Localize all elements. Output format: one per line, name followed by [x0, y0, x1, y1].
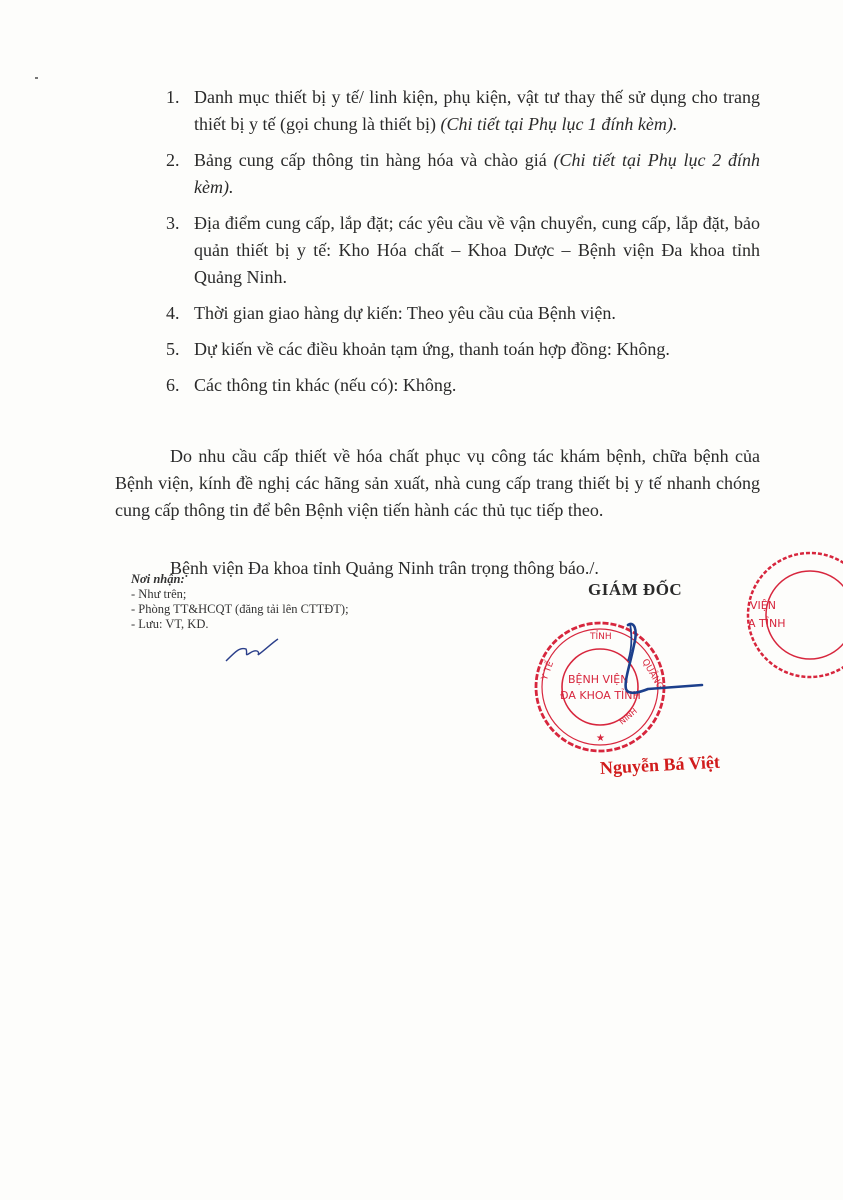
svg-text:VIỆN: VIỆN — [750, 599, 776, 612]
signer-name: Nguyễn Bá Việt — [599, 751, 721, 778]
svg-text:A TỈNH: A TỈNH — [748, 617, 786, 630]
item-note: (Chi tiết tại Phụ lục 2 đính kèm). — [194, 150, 761, 197]
item-number: 6. — [166, 375, 180, 395]
item-note: (Chi tiết tại Phụ lục 1 đính kèm). — [440, 114, 678, 134]
item-text: Thời gian giao hàng dự kiến: Theo yêu cầu của Bệnh viện. — [194, 303, 616, 323]
request-paragraph: Do nhu cầu cấp thiết về hóa chất phục vụ công tác khám bệnh, chữa bệnh của Bệnh viện, kính đề nghị các hãng sản xuất, nhà cung cấp trang thiết bị y tế nhanh chóng cung cấp thông tin để bên Bệnh viện tiến hành các thủ tục tiếp theo. — [115, 446, 760, 520]
item-text: Danh mục thiết bị y tế/ linh kiện, phụ kiện, vật tư thay thế sử dụng cho trang thiết bị y tế (gọi chung là thiết bị) — [194, 87, 760, 134]
item-number: 5. — [166, 339, 180, 359]
item-text: Địa điểm cung cấp, lắp đặt; các yêu cầu về vận chuyển, cung cấp, lắp đặt, bảo quản thiết bị y tế: Kho Hóa chất – Khoa Dược – Bệnh viện Đa khoa tỉnh Quảng Ninh. — [194, 213, 760, 287]
partial-stamp — [740, 545, 843, 685]
item-number: 1. — [166, 87, 180, 107]
director-title: GIÁM ĐỐC — [588, 580, 683, 599]
stamp-bottom-text: NINH — [617, 706, 639, 727]
stamp-line-1: BỆNH VIỆN — [568, 673, 629, 686]
item-number: 3. — [166, 213, 180, 233]
recipient-line: - Phòng TT&HCQT (đăng tải lên CTTĐT); — [131, 602, 349, 616]
scan-speck — [35, 77, 38, 79]
list-item — [160, 147, 760, 201]
item-text: Dự kiến về các điều khoản tạm ứng, thanh toán hợp đồng: Không. — [194, 339, 670, 359]
recipient-line: - Như trên; — [131, 587, 187, 601]
item-text: Các thông tin khác (nếu có): Không. — [194, 375, 457, 395]
item-number: 4. — [166, 303, 180, 323]
recipients-block — [131, 572, 349, 632]
list-item — [160, 372, 760, 399]
recipients-heading: Nơi nhận: — [131, 572, 185, 586]
requirements-list — [160, 84, 760, 408]
closing-paragraph: Bệnh viện Đa khoa tỉnh Quảng Ninh trân trọng thông báo./. — [170, 558, 599, 578]
stamp-left-text: Y TẾ — [540, 659, 557, 682]
list-item — [160, 210, 760, 291]
list-item — [160, 336, 760, 363]
initials-scribble — [222, 635, 282, 665]
item-number: 2. — [166, 150, 180, 170]
list-item — [160, 84, 760, 138]
item-text: Bảng cung cấp thông tin hàng hóa và chào giá — [194, 150, 554, 170]
director-signature — [590, 615, 710, 715]
recipient-line: - Lưu: VT, KD. — [131, 617, 209, 631]
svg-text:★: ★ — [596, 733, 605, 744]
stamp-line-2: ĐA KHOA TỈNH — [560, 689, 641, 702]
stamp-right-text: QUẢNG — [639, 657, 665, 692]
stamp-top-text: TỈNH — [590, 632, 612, 642]
list-item — [160, 300, 760, 327]
